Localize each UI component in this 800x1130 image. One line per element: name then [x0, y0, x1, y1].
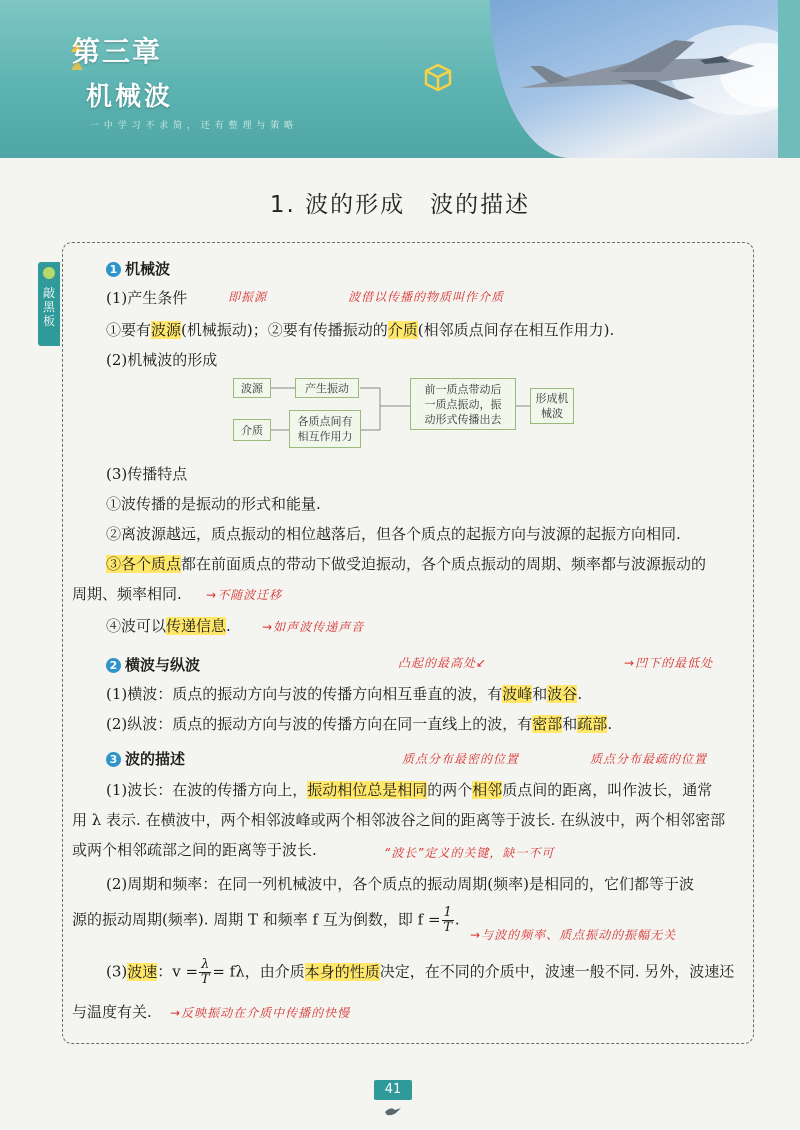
diagram-box-interaction: 各质点间有 相互作用力 — [289, 410, 361, 448]
fraction: $\frac{1}{T}$ — [443, 905, 452, 935]
text-line: (1)横波：质点的振动方向与波的传播方向相互垂直的波，有波峰和波谷. — [106, 685, 583, 703]
handwritten-note: →与波的频率、质点振动的振幅无关 — [470, 928, 677, 942]
page-number: 41 — [374, 1080, 412, 1100]
text-line: 源的振动周期(频率). 周期 T 和频率 f 互为倒数，即 f = $\frac{1}{T}$ . — [72, 905, 460, 935]
note-box — [62, 242, 754, 1044]
section-title: 1. 波的形成 波的描述 — [269, 192, 531, 218]
text-line: ②离波源越远，质点振动的相位越落后，但各个质点的起振方向与波源的起振方向相同. — [106, 525, 681, 543]
text-line: 或两个相邻疏部之间的距离等于波长. — [72, 841, 317, 859]
text-line: (2)纵波：质点的振动方向与波的传播方向在同一直线上的波，有密部和疏部. — [106, 715, 613, 733]
chapter-name: 机械波 — [86, 82, 174, 112]
cube-icon — [423, 62, 453, 92]
handwritten-note: 即振源 — [228, 290, 268, 304]
chapter-subtitle: 一 中 学 习 不 求 简 ， 还 有 整 理 与 策 略 — [90, 121, 295, 131]
text-line: (2)机械波的形成 — [106, 351, 218, 369]
text-line: 用 λ 表示. 在横波中，两个相邻波峰或两个相邻波谷之间的距离等于波长. 在纵波中，两个相邻密部 — [72, 811, 726, 829]
diagram-box-propagation: 前一质点带动后 一质点振动，振 动形式传播出去 — [410, 378, 516, 430]
tag-dot-icon — [43, 267, 55, 279]
text-line: (3)波速：v = $\frac{\lambda}{T}$ = fλ，由介质本身的性质决定，在不同的介质中，波速一般不同. 另外，波速还 — [106, 957, 735, 987]
diagram-box-result: 形成机 械波 — [530, 388, 574, 424]
text-line: ③各个质点都在前面质点的带动下做受迫振动，各个质点振动的周期、频率都与波源振动的 — [106, 555, 707, 573]
diagram-box-source: 波源 — [233, 378, 271, 398]
text-line: ①波传播的是振动的形式和能量. — [106, 495, 321, 513]
section-number-badge: 2 — [106, 658, 121, 673]
chapter-number: 第三章 — [72, 35, 163, 68]
text-line: (1)产生条件 — [106, 289, 188, 307]
handwritten-note: “波长”定义的关键，缺一不可 — [384, 846, 555, 860]
text-line: (2)周期和频率：在同一列机械波中，各个质点的振动周期(频率)是相同的，它们都等于波 — [106, 875, 694, 893]
handwritten-note: →反映振动在介质中传播的快慢 — [170, 1006, 351, 1020]
text-line: 与温度有关. — [72, 1003, 152, 1021]
handwritten-note: 质点分布最密的位置 — [402, 752, 520, 766]
text-line: (1)波长：在波的传播方向上，振动相位总是相同的两个相邻质点间的距离，叫作波长，通常 — [106, 781, 713, 799]
chapter-edge-tab — [778, 0, 800, 158]
handwritten-note: →如声波传递声音 — [262, 620, 365, 634]
section-number-badge: 3 — [106, 752, 121, 767]
text-line: ④波可以传递信息. — [106, 617, 231, 635]
diagram-box-vibration: 产生振动 — [295, 378, 359, 398]
text-line: ①要有波源(机械振动)；②要有传播振动的介质(相邻质点间存在相互作用力). — [106, 321, 615, 339]
chapter-banner — [0, 0, 800, 158]
bird-icon — [383, 1104, 403, 1118]
handwritten-note: →不随波迁移 — [206, 588, 283, 602]
handwritten-note: 凸起的最高处↙ — [398, 656, 488, 670]
section-number-badge: 1 — [106, 262, 121, 277]
diagram-box-medium: 介质 — [233, 419, 271, 441]
section-heading-3: 3 波的描述 — [106, 748, 185, 769]
handwritten-note: 波借以传播的物质叫作介质 — [348, 290, 505, 304]
fraction: $\frac{\lambda}{T}$ — [200, 957, 210, 987]
text-line: 周期、频率相同. — [72, 585, 182, 603]
handwritten-note: 质点分布最疏的位置 — [590, 752, 708, 766]
handwritten-note: →凹下的最低处 — [624, 656, 714, 670]
side-tag: 敲黑板 — [38, 262, 60, 346]
text-line: (3)传播特点 — [106, 465, 188, 483]
jet-photo — [490, 0, 800, 158]
section-heading-2: 2 横波与纵波 — [106, 654, 200, 675]
section-heading-1: 1 机械波 — [106, 258, 170, 279]
